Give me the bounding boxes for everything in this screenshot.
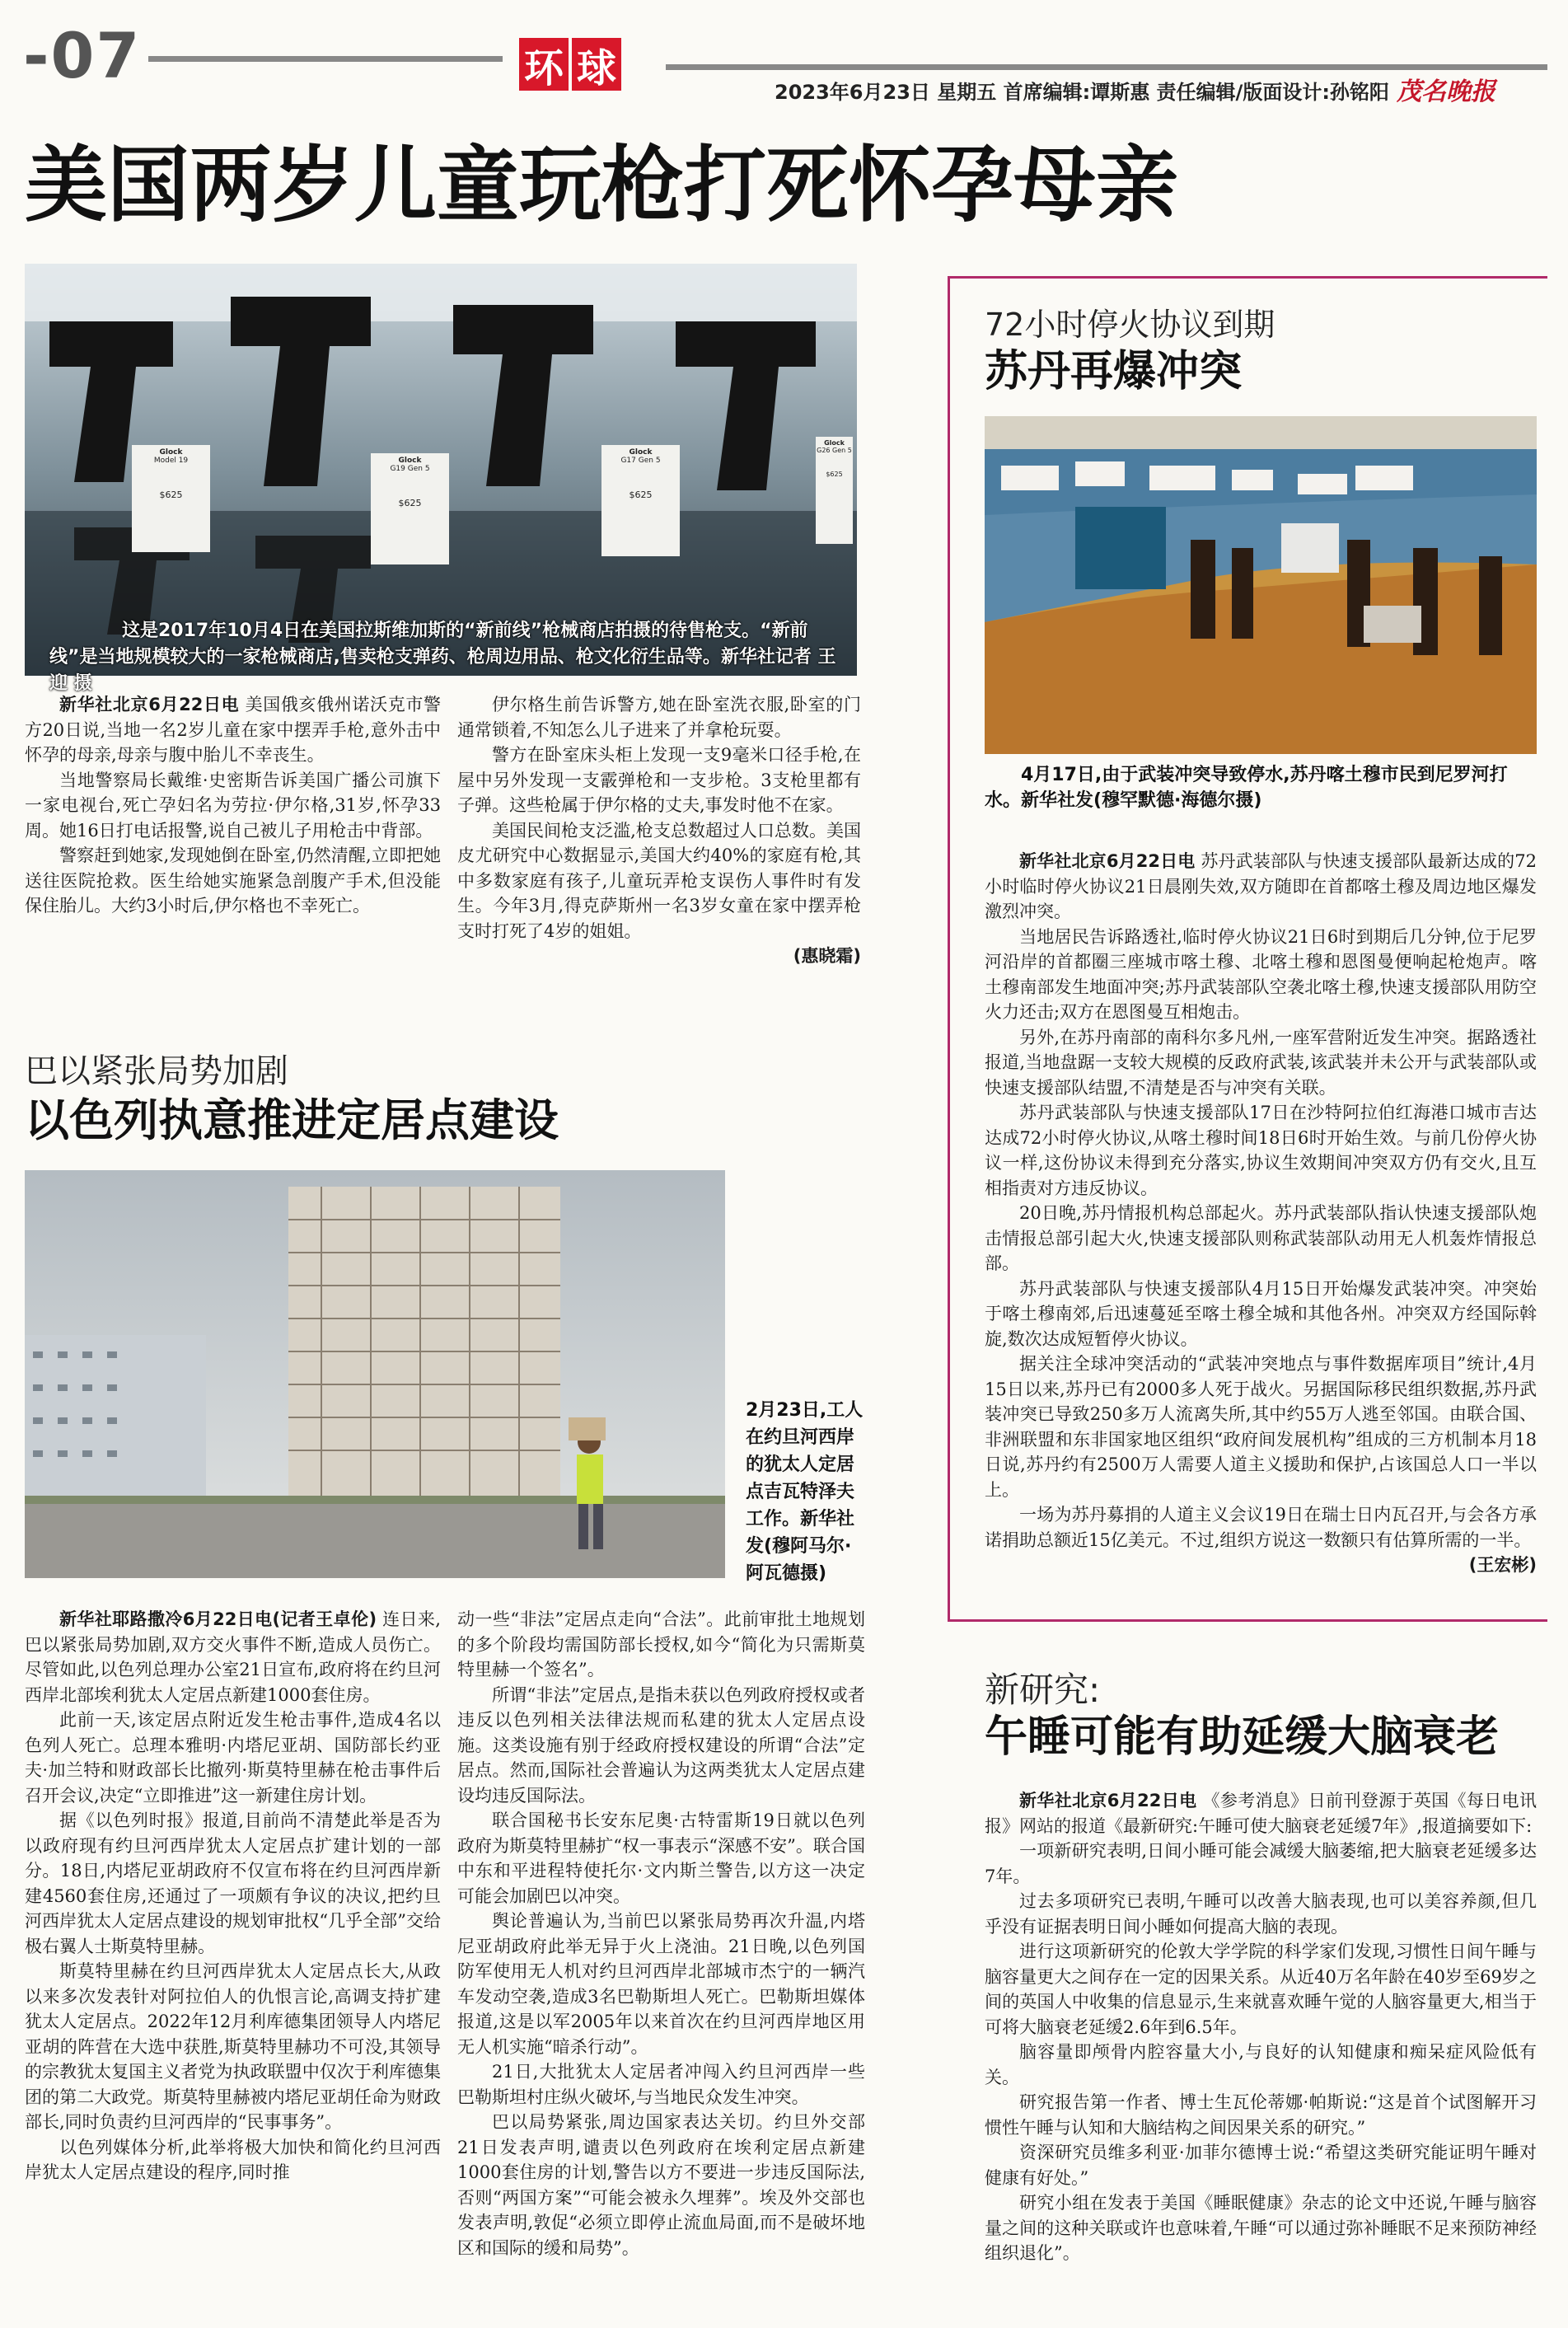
story3-top-border bbox=[948, 276, 1547, 279]
price-tag-brand: Glock bbox=[398, 457, 422, 465]
story4-body bbox=[985, 1788, 1537, 2266]
paragraph: 20日晚,苏丹情报机构总部起火。苏丹武装部队指认快速支援部队炮击情报总部引起大火,快速支援部队则称武装部队动用无人机轰炸情报总部。 bbox=[985, 1203, 1537, 1273]
paragraph: 一场为苏丹募捐的人道主义会议19日在瑞士日内瓦召开,与会各方承诺捐助总额近15亿美元。不过,组织方说这一数额只有估算所需的一半。 bbox=[985, 1505, 1537, 1550]
paragraph: 所谓“非法”定居点,是指未获以色列政府授权或者违反以色列相关法律法规而私建的犹太人定居点设施。这类设施有别于经政府授权建设的所谓“合法”定居点。然而,国际社会普遍认为这两类犹太人定居点建设均违反国际法。 bbox=[457, 1684, 865, 1806]
paragraph: 一项新研究表明,日间小睡可能会减缓大脑萎缩,把大脑衰老延缓多达7年。 bbox=[985, 1841, 1537, 1886]
paragraph bbox=[25, 1607, 441, 1707]
story1-signature: (惠晓霜) bbox=[793, 946, 861, 966]
paragraph: 斯莫特里赫在约旦河西岸犹太人定居点长大,从政以来多次发表针对阿拉伯人的仇恨言论,高调支持扩建犹太人定居点。2022年12月利库德集团领导人内塔尼亚胡的阵营在大选中获胜,斯莫特里赫功不可没,其领导的宗教犹太复国主义者党为执政联盟中仅次于利库德集团的第二大政党。斯莫特里赫被内塔尼亚胡任命为财政部长,同时负责约旦河西岸的“民事事务”。 bbox=[25, 1961, 441, 2132]
paragraph: 另外,在苏丹南部的南科尔多凡州,一座军营附近发生冲突。据路透社报道,当地盘踞一支较大规模的反政府武装,该武装并未公开与武装部队或快速支援部队结盟,不清楚是否与冲突有关联。 bbox=[985, 1027, 1537, 1098]
paragraph-text: 苏丹武装部队与快速支援部队最新达成的72小时临时停火协议21日晨刚失效,双方随即在首都喀土穆及周边地区爆发激烈冲突。 bbox=[985, 851, 1537, 921]
settlement-photo-caption: 2月23日,工人在约旦河西岸的犹太人定居点吉瓦特泽夫工作。新华社发(穆阿马尔·阿瓦德摄) bbox=[746, 1400, 864, 1584]
paragraph-text: 美国俄亥俄州诺沃克市警方20日说,当地一名2岁儿童在家中摆弄手枪,意外击中怀孕的母亲,母亲与腹中胎儿不幸丧生。 bbox=[25, 695, 441, 765]
nile-water-illustration bbox=[985, 416, 1537, 754]
story3-signature: (王宏彬) bbox=[1468, 1555, 1537, 1575]
section-label bbox=[519, 38, 621, 91]
paragraph: 联合国秘书长安东尼奥·古特雷斯19日就以色列政府为斯莫特里赫扩“权一事表示“深感不安”。联合国中东和平进程特使托尔·文内斯兰警告,以方这一决定可能会加剧巴以冲突。 bbox=[457, 1810, 865, 1906]
paragraph: 伊尔格生前告诉警方,她在卧室洗衣服,卧室的门通常锁着,不知怎么儿子进来了并拿枪玩耍。 bbox=[457, 695, 861, 740]
price-tag-model: G26 Gen 5 bbox=[817, 447, 852, 454]
paragraph: 进行这项新研究的伦敦大学学院的科学家们发现,习惯性日间午睡与脑容量更大之间存在一定的因果关系。从近40万名年龄在40岁至69岁之间的英国人中收集的信息显示,生来就喜欢睡午觉的人脑容量更大,相当于可将大脑衰老延缓2.6年到6.5年。 bbox=[985, 1942, 1537, 2037]
price-tag-brand: Glock bbox=[824, 439, 845, 447]
paragraph: 舆论普遍认为,当前巴以紧张局势再次升温,内塔尼亚胡政府此举无异于火上浇油。21日晚,以色列国防军使用无人机对约旦河西岸北部城市杰宁的一辆汽车发动空袭,造成3名巴勒斯坦人死亡。巴勒斯坦媒体报道,这是以军2005年以来首次在约旦河西岸地区用无人机实施“暗杀行动”。 bbox=[457, 1911, 865, 2057]
paragraph: 此前一天,该定居点附近发生枪击事件,造成4名以色列人死亡。总理本雅明·内塔尼亚胡、国防部长约亚夫·加兰特和财政部长比撤列·斯莫特里赫在枪击事件后召开会议,决定“立即推进”这一新建住房计划。 bbox=[25, 1710, 441, 1806]
paragraph: 资深研究员维多利亚·加菲尔德博士说:“希望这类研究能证明午睡对健康有好处。” bbox=[985, 2143, 1537, 2188]
settlement-photo bbox=[25, 1170, 725, 1578]
dateline-lead: 新华社北京6月22日电 bbox=[1019, 851, 1196, 871]
story3-body bbox=[985, 849, 1537, 1578]
paragraph: 苏丹武装部队与快速支援部队17日在沙特阿拉伯红海港口城市吉达达成72小时停火协议,从喀土穆时间18日6时开始生效。与前几份停火协议一样,这份协议未得到充分落实,协议生效期间冲突双方仍有交火,且互相指责对方违反协议。 bbox=[985, 1103, 1537, 1198]
story3-headline: 苏丹再爆冲突 bbox=[985, 347, 1243, 396]
story3-kicker: 72小时停火协议到期 bbox=[985, 307, 1275, 343]
paragraph bbox=[985, 849, 1537, 925]
nile-water-photo bbox=[985, 416, 1537, 754]
story4-kicker: 新研究: bbox=[985, 1670, 1101, 1710]
paragraph: 以色列媒体分析,此举将极大加快和简化约旦河西岸犹太人定居点建设的程序,同时推 bbox=[25, 2137, 441, 2182]
story1-headline: 美国两岁儿童玩枪打死怀孕母亲 bbox=[25, 137, 1178, 233]
paragraph: 警察赶到她家,发现她倒在卧室,仍然清醒,立即把她送往医院抢救。医生给她实施紧急剖腹产手术,但没能保住胎儿。大约3小时后,伊尔格也不幸死亡。 bbox=[25, 845, 441, 916]
story2-column-2 bbox=[457, 1607, 865, 2260]
paragraph: 动一些“非法”定居点走向“合法”。此前审批土地规划的多个阶段均需国防部长授权,如今“简化为只需斯莫特里赫一个签名”。 bbox=[457, 1609, 865, 1679]
paragraph: 美国民间枪支泛滥,枪支总数超过人口总数。美国皮尤研究中心数据显示,美国大约40%的家庭有枪,其中多数家庭有孩子,儿童玩弄枪支误伤人事件时有发生。今年3月,得克萨斯州一名3岁女童在家中摆弄枪支时打死了4岁的姐姐。 bbox=[457, 820, 861, 941]
paragraph: 脑容量即颅骨内腔容量大小,与良好的认知健康和痴呆症风险低有关。 bbox=[985, 2042, 1537, 2087]
price-tag bbox=[132, 445, 210, 552]
story4-headline: 午睡可能有助延缓大脑衰老 bbox=[985, 1712, 1500, 1762]
paragraph: 21日,大批犹太人定居者冲闯入约旦河西岸一些巴勒斯坦村庄纵火破坏,与当地民众发生冲突。 bbox=[457, 2062, 865, 2107]
paragraph: 当地居民告诉路透社,临时停火协议21日6时到期后几分钟,位于尼罗河沿岸的首都圈三座城市喀土穆、北喀土穆和恩图曼便响起枪炮声。喀土穆南部发生地面冲突;苏丹武装部队空袭北喀土穆,快速支援部队用防空火力还击;双方在恩图曼互相炮击。 bbox=[985, 926, 1537, 1022]
paragraph-text: 连日来,巴以紧张局势加剧,双方交火事件不断,造成人员伤亡。尽管如此,以色列总理办公室21日宣布,政府将在约旦河西岸北部埃利犹太人定居点新建1000套住房。 bbox=[25, 1609, 441, 1705]
price-tag-brand: Glock bbox=[159, 448, 183, 457]
price-tag-model: G17 Gen 5 bbox=[620, 457, 661, 465]
paragraph: 巴以局势紧张,周边国家表达关切。约旦外交部21日发表声明,谴责以色列政府在埃利定居点新建1000套住房的计划,警告以方不要进一步违反国际法,否则“两国方案”“可能会被永久埋葬”。埃及外交部也发表声明,敦促“必须立即停止流血局面,而不是破坏地区和国际的缓和局势”。 bbox=[457, 2112, 865, 2258]
story2-column-1 bbox=[25, 1607, 441, 2185]
price-tag-model: Model 19 bbox=[153, 457, 189, 465]
paragraph: 当地警察局长戴维·史密斯告诉美国广播公司旗下一家电视台,死亡孕妇名为劳拉·伊尔格,31岁,怀孕33周。她16日打电话报警,说自己被儿子用枪击中背部。 bbox=[25, 770, 441, 841]
price-tag bbox=[371, 453, 449, 564]
settlement-illustration bbox=[25, 1170, 725, 1578]
section-char-2: 球 bbox=[572, 38, 621, 91]
story2-kicker: 巴以紧张局势加剧 bbox=[25, 1052, 288, 1090]
paragraph bbox=[985, 1788, 1537, 1839]
price-tag-price: $625 bbox=[629, 489, 653, 500]
dateline-lead: 新华社耶路撒冷6月22日电(记者王卓伦) bbox=[59, 1609, 377, 1629]
price-tag-price: $625 bbox=[398, 498, 422, 508]
newspaper-logo: 茂名晚报 bbox=[1397, 77, 1495, 106]
section-char-1: 环 bbox=[519, 38, 569, 91]
nile-water-photo-caption: 4月17日,由于武装冲突导致停水,苏丹喀土穆市民到尼罗河打水。新华社发(穆罕默德·海德尔摄) bbox=[985, 765, 1508, 811]
price-tag bbox=[816, 437, 853, 544]
dateline: 2023年6月23日 星期五 首席编辑:谭斯惠 责任编辑/版面设计:孙铭阳 bbox=[775, 81, 1389, 104]
paragraph bbox=[25, 692, 441, 768]
story3-left-border bbox=[948, 276, 950, 1621]
dateline-lead: 新华社北京6月22日电 bbox=[59, 695, 240, 714]
story3-bottom-border bbox=[948, 1619, 1547, 1622]
story2-headline: 以色列执意推进定居点建设 bbox=[25, 1094, 559, 1146]
paragraph: 据《以色列时报》报道,目前尚不清楚此举是否为以政府现有约旦河西岸犹太人定居点扩建计划的一部分。18日,内塔尼亚胡政府不仅宣布将在约旦河西岸新建4560套住房,还通过了一项颇有争议的决议,把约旦河西岸犹太人定居点建设的规划审批权“几乎全部”交给极右翼人士斯莫特里赫。 bbox=[25, 1810, 441, 1956]
page-number: -07 bbox=[23, 19, 142, 92]
price-tag-model: G19 Gen 5 bbox=[390, 465, 430, 473]
paragraph: 研究小组在发表于美国《睡眠健康》杂志的论文中还说,午睡与脑容量之间的这种关联或许也意味着,午睡“可以通过弥补睡眠不足来预防神经组织退化”。 bbox=[985, 2193, 1537, 2263]
paragraph: 过去多项研究已表明,午睡可以改善大脑表现,也可以美容养颜,但几乎没有证据表明日间小睡如何提高大脑的表现。 bbox=[985, 1891, 1537, 1937]
price-tag-brand: Glock bbox=[629, 448, 653, 457]
price-tag bbox=[601, 445, 680, 556]
gun-store-photo-caption: 这是2017年10月4日在美国拉斯维加斯的“新前线”枪械商店拍摄的待售枪支。“新前线”是当地规模较大的一家枪械商店,售卖枪支弹药、枪周边用品、枪文化衍生品等。新华社记者 王迎 摄 bbox=[49, 621, 836, 694]
gun-store-photo bbox=[25, 264, 857, 694]
header-rule-left bbox=[148, 56, 503, 62]
story1-column-2 bbox=[457, 692, 861, 969]
paragraph: 警方在卧室床头柜上发现一支9毫米口径手枪,在屋中另外发现一支霰弹枪和一支步枪。3支枪里都有子弹。这些枪属于伊尔格的丈夫,事发时他不在家。 bbox=[457, 745, 861, 815]
header-rule-right bbox=[666, 64, 1547, 70]
paragraph: 苏丹武装部队与快速支援部队4月15日开始爆发武装冲突。冲突始于喀土穆南郊,后迅速蔓延至喀土穆全城和其他各州。冲突双方经国际斡旋,数次达成短暂停火协议。 bbox=[985, 1278, 1537, 1349]
dateline-lead: 新华社北京6月22日电 bbox=[1019, 1791, 1197, 1810]
price-tag-price: $625 bbox=[826, 471, 843, 478]
story1-column-1 bbox=[25, 692, 441, 919]
paragraph-text: 《参考消息》日前刊登源于英国《每日电讯报》网站的报道《最新研究:午睡可使大脑衰老延缓7年》,报道摘要如下: bbox=[985, 1791, 1537, 1836]
price-tag-price: $625 bbox=[159, 489, 183, 500]
paragraph: 据关注全球冲突活动的“武装冲突地点与事件数据库项目”统计,4月15日以来,苏丹已有2000多人死于战火。另据国际移民组织数据,苏丹武装冲突已导致250多万人流离失所,其中约55万人逃至邻国。由联合国、非洲联盟和东非国家地区组织“政府间发展机构”组成的三方机制本月18日说,苏丹约有2500万人需要人道主义援助和保护,占该国总人口一半以上。 bbox=[985, 1354, 1537, 1500]
paragraph: 研究报告第一作者、博士生瓦伦蒂娜·帕斯说:“这是首个试图解开习惯性午睡与认知和大脑结构之间因果关系的研究。” bbox=[985, 2092, 1537, 2138]
